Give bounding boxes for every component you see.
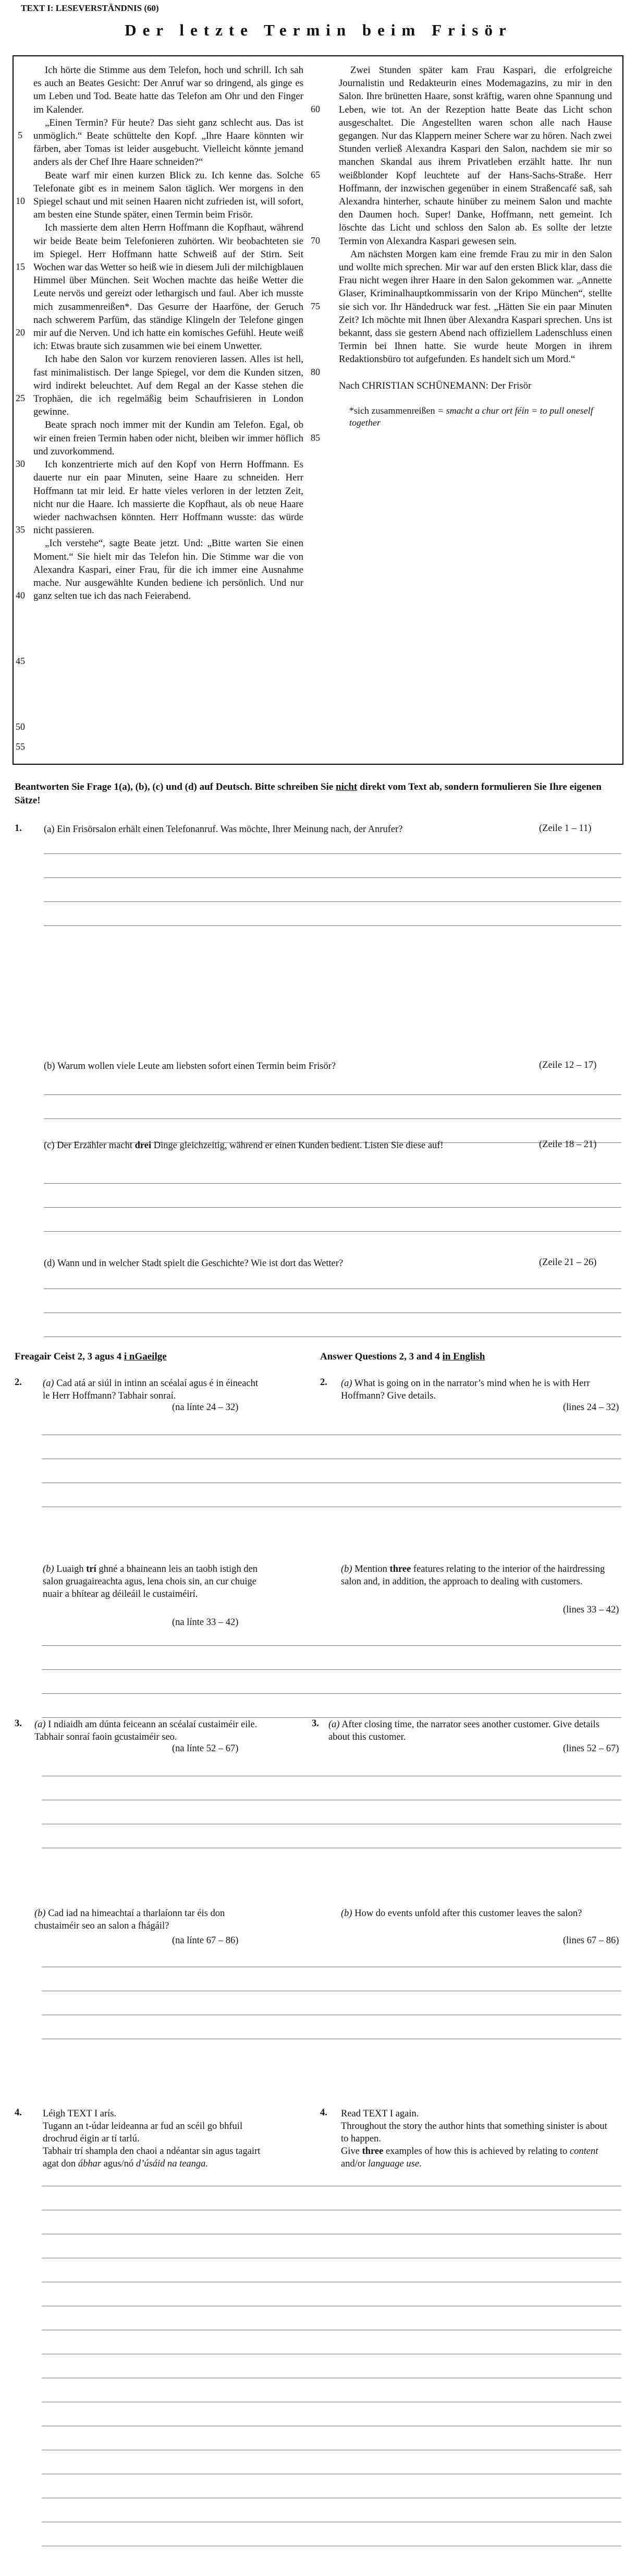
- line-reference: (lines 67 – 86): [563, 1935, 619, 1946]
- instructions-emphasis: nicht: [336, 781, 358, 792]
- line-number: 5: [18, 130, 22, 140]
- line-reference: (Zeile 18 – 21): [539, 1139, 597, 1150]
- line-reference: (lines 33 – 42): [563, 1605, 619, 1615]
- passage-source: Nach CHRISTIAN SCHÜNEMANN: Der Frisör: [339, 380, 532, 391]
- answer-line[interactable]: [44, 1094, 621, 1095]
- question-label: (a): [44, 824, 55, 835]
- answer-line[interactable]: [44, 901, 621, 902]
- question-3a-english: (a) After closing time, the narrator sees another customer. Give details about this customer.: [328, 1719, 599, 1742]
- question-1-number: 1.: [15, 823, 22, 834]
- question-4-english: Read TEXT I again. Throughout the story the author hints that something sinister is about to happen. Give three examples of how this is achieved by relating to content and/or language use.: [341, 2109, 607, 2169]
- line-number: 40: [16, 590, 25, 600]
- line-number: 50: [16, 721, 25, 732]
- answer-line[interactable]: [42, 1693, 621, 1694]
- question-2b-english: (b) Mention three features relating to the interior of the hairdressing salon and, in addition, the approach to dealing with customers.: [341, 1564, 605, 1587]
- line-number: 30: [16, 459, 25, 469]
- answer-line[interactable]: [44, 877, 621, 878]
- passage-paragraph: Beate warf mir einen kurzen Blick zu. Ich kenne das. Solche Telefonate gibt es in meinem Salon täglich. Wer morgens in den Spiegel schaut und mit seinen Haaren nicht zufrieden ist, will sofort, am besten eine Stunde später, einen Termin beim Frisör.: [33, 170, 303, 221]
- passage-paragraph: Am nächsten Morgen kam eine fremde Frau zu mir in den Salon und wollte mich sprechen. Mir war auf den ersten Blick klar, dass die Frau nicht wegen ihrer Haare in den Salon gekommen war. „Annette Glaser, Kriminalhauptkommissarin von der Kripo München“, stellte sie sich vor. Ihr Händedruck war fest. „Hätten Sie ein paar Minuten Zeit? Ich möchte mit Ihnen über Alexandra Kaspari sprechen. Uns ist bekannt, dass sie gestern Abend nach offiziellem Ladenschluss einen Termin bei Ihnen hatte. Sie wurde heute Morgen in ihrem Redaktionsbüro tot aufgefunden. Es handelt sich um Mord.“: [339, 248, 612, 365]
- footnote-term: *sich zusammenreißen: [349, 405, 435, 416]
- passage-paragraph: Beate sprach noch immer mit der Kundin am Telefon. Egal, ob wir einen freien Termin haben oder nicht, bleiben wir immer höflich und zuvorkommend.: [33, 419, 303, 457]
- line-number: 85: [311, 432, 320, 443]
- question-4-number-english: 4.: [320, 2108, 327, 2118]
- passage-paragraph: Ich habe den Salon vor kurzem renovieren lassen. Alles ist hell, fast minimalistisch. Der lange Spiegel, vor dem die Kunden sitzen, wird indirekt beleuchtet. Auf dem Regal an der Kasse stehen die Trophäen, die ich regelmäßig beim Schaufrisieren in London gewinne.: [33, 354, 303, 418]
- passage-left-column: [33, 64, 303, 603]
- line-reference: (na línte 33 – 42): [172, 1617, 239, 1628]
- passage-paragraph: Ich hörte die Stimme aus dem Telefon, hoch und schrill. Ich sah es auch an Beates Gesicht: Der Anruf war so dringend, als ginge es um Leben und Tod. Beate hatte das Telefon am Ohr und den Finger im Kalender.: [33, 65, 303, 115]
- passage-paragraph: Ich massierte dem alten Herrn Hoffmann die Kopfhaut, während wir beide Beate beim Telefonieren zuhörten. Wir beobachteten sie im Spiegel. Herr Hoffmann hatte Schweiß auf der Stirn. Seit Wochen war das Wetter so heiß wie in diesem Juli der milchigblauen Himmel über München. Seit Wochen machte das heiße Wetter die Leute nervös und gereizt oder lethargisch und faul. Aber ich musste mich zusammenreißen*. Das Gesurre der Haarföne, der Geruch nach schwerem Parfüm, das ständige Klingeln der Telefone gingen mir auf die Nerven. Und ich hatte ein komisches Gefühl. Heute weiß ich: Etwas braute sich zusammen wie bei einem Unwetter.: [33, 222, 303, 352]
- question-emphasis: drei: [134, 1140, 152, 1151]
- instructions: Beantworten Sie Frage 1(a), (b), (c) und (d) auf Deutsch. Bitte schreiben Sie nicht direkt vom Text ab, sondern formulieren Sie Ihre eigenen Sätze!: [15, 781, 602, 806]
- passage-paragraph: Zwei Stunden später kam Frau Kaspari, die erfolgreiche Journalistin und Redakteurin eines Modemagazins, zu mir in den Salon. Ihre brünetten Haare, sonst kräftig, waren ohne Spannung und Leben, wie tot. An der Rezeption hatte Beate das Licht schon ausgeschaltet. Die Angestellten waren schon alle nach Hause gegangen. Nur das Klappern meiner Schere war zu hören. Nach zwei Stunden verließ Alexandra Kaspari den Salon, nachdem sie mir so manchen Skandal aus ihrem Privatleben erzählt hatte. Ihr nun weißblonder Kopf leuchtete auf der Hans-Sachs-Straße. Herr Hoffmann, der inzwischen gegenüber in einem Straßencafé saß, sah Alexandra hinterher, schaute hinüber zu meinem Salon und machte den Daumen hoch. Super! Danke, Hoffmann, nett gemeint. Ich löschte das Licht und schloss den Salon ab. Es sollte der letzte Termin von Alexandra Kaspari gewesen sein.: [339, 65, 612, 247]
- line-number: 10: [16, 196, 25, 206]
- line-reference: (Zeile 12 – 17): [539, 1060, 597, 1070]
- english-instructions-header: Answer Questions 2, 3 and 4 in English: [320, 1351, 485, 1362]
- line-number: 65: [311, 170, 320, 180]
- answer-line[interactable]: [44, 1118, 621, 1119]
- line-number: 20: [16, 327, 25, 338]
- question-2a-irish: (a) Cad atá ar siúl in intinn an scéalaí agus é in éineacht le Herr Hoffmann? Tabhair sonraí.: [43, 1378, 259, 1401]
- question-text: Ein Frisörsalon erhält einen Telefonanruf. Was möchte, Ihrer Meinung nach, der Anrufer?: [57, 824, 403, 835]
- question-3-number-english: 3.: [312, 1718, 319, 1729]
- footnote-gloss: = smacht a chur ort féin = to pull oneself together: [349, 405, 593, 428]
- question-3b-english: (b) How do events unfold after this customer leaves the salon?: [341, 1908, 582, 1919]
- question-3-number-irish: 3.: [15, 1718, 22, 1729]
- question-label: (d): [44, 1258, 55, 1269]
- section-header: TEXT I: LESEVERSTÄNDNIS (60): [21, 3, 159, 13]
- irish-instructions-header: Freagair Ceist 2, 3 agus 4 i nGaeilge: [15, 1351, 167, 1362]
- answer-line[interactable]: [44, 1231, 621, 1232]
- answer-line[interactable]: [44, 925, 621, 926]
- line-number: 35: [16, 524, 25, 535]
- question-label: (b): [44, 1061, 55, 1072]
- line-number: 70: [311, 235, 320, 246]
- line-number: 80: [311, 367, 320, 377]
- line-number: 60: [311, 104, 320, 114]
- passage-paragraph: „Ich verstehe“, sagte Beate jetzt. Und: „Bitte warten Sie einen Moment.“ Sie hielt mir das Telefon hin. Die Stimme war die von Alexandra Kaspari, einer Frau, für die ich immer eine Ausnahme mache. Nur ausgewählte Kunden bediene ich persönlich. Und nur ganz selten tue ich das nach Feierabend.: [33, 538, 303, 602]
- line-reference: (na línte 24 – 32): [172, 1402, 239, 1413]
- question-1b: [44, 1060, 513, 1073]
- line-reference: (Zeile 21 – 26): [539, 1257, 597, 1268]
- line-reference: (lines 24 – 32): [563, 1402, 619, 1413]
- line-number: 15: [16, 261, 25, 272]
- footnote: [349, 405, 612, 429]
- question-1d: [44, 1257, 513, 1270]
- line-number: 75: [311, 301, 320, 311]
- line-number: 25: [16, 393, 25, 403]
- question-label: (c): [44, 1140, 55, 1151]
- line-reference: (lines 52 – 67): [563, 1743, 619, 1754]
- passage-right-column: [339, 64, 612, 429]
- text-title: Der letzte Termin beim Frisör: [125, 21, 512, 39]
- answer-line[interactable]: [42, 1645, 621, 1646]
- passage-paragraph: „Einen Termin? Für heute? Das sieht ganz schlecht aus. Das ist unmöglich.“ Beate schüttelte den Kopf. „Ihre Haare könnten wir färben, aber Tomas ist leider ausgebucht. Vielleicht könnte jemand anders als der Chef Ihre Haare schneiden?“: [33, 117, 303, 168]
- question-2-number-irish: 2.: [15, 1377, 22, 1388]
- question-1c: (c) Der Erzähler macht drei Dinge gleichzeitig, während er einen Kunden bedient. Listen Sie diese auf!: [44, 1140, 444, 1151]
- question-3b-irish: (b) Cad iad na himeachtaí a tharlaíonn tar éis don chustaiméir seo an salon a fhágáil?: [34, 1908, 225, 1931]
- passage-paragraph: Ich konzentrierte mich auf den Kopf von Herrn Hoffmann. Es dauerte nur ein paar Minuten, seine Haare zu schneiden. Herr Hoffmann tat mir leid. Er hatte vieles verloren in der letzten Zeit, nicht nur die Haare. Ich massierte die Kopfhaut, als ob neue Haare wieder nachwachsen könnten. Herr Hoffmann wusste: das würde nicht passieren.: [33, 459, 303, 536]
- answer-line[interactable]: [44, 853, 621, 854]
- line-number: 45: [16, 656, 25, 666]
- question-4-number-irish: 4.: [15, 2108, 22, 2118]
- question-3a-irish: (a) I ndiaidh am dúnta feiceann an scéalaí custaiméir eile. Tabhair sonraí faoin gcustaiméir seo.: [34, 1719, 258, 1742]
- reading-passage-box: [13, 55, 623, 765]
- question-4-irish: Léigh TEXT I arís. Tugann an t-údar leideanna ar fud an scéil go bhfuil drochrud éigin ar tí tarlú. Tabhair trí shampla den chaoi a ndéantar sin agus tagairt agat don ábhar agus/nó d’úsáid na teanga.: [43, 2109, 261, 2169]
- answer-line[interactable]: [44, 1183, 621, 1184]
- question-2a-english: (a) What is going on in the narrator’s mind when he is with Herr Hoffmann? Give details.: [341, 1378, 590, 1401]
- question-1a: [44, 823, 513, 836]
- question-2-number-english: 2.: [320, 1377, 327, 1388]
- answer-line[interactable]: [42, 1717, 621, 1718]
- line-reference: (na línte 52 – 67): [172, 1743, 239, 1754]
- question-text: Wann und in welcher Stadt spielt die Geschichte? Wie ist dort das Wetter?: [57, 1258, 344, 1269]
- question-text: Warum wollen viele Leute am liebsten sofort einen Termin beim Frisör?: [57, 1061, 336, 1072]
- question-2b-irish: (b) Luaigh trí ghné a bhaineann leis an taobh istigh den salon gruagaireachta agus, lena chois sin, an cur chuige nuair a bhítear ag déileáil le custaiméirí.: [43, 1564, 258, 1599]
- line-reference: (Zeile 1 – 11): [539, 823, 592, 834]
- answer-line[interactable]: [42, 1669, 621, 1670]
- answer-line[interactable]: [44, 1207, 621, 1208]
- line-reference: (na línte 67 – 86): [172, 1935, 239, 1946]
- line-number: 55: [16, 741, 25, 752]
